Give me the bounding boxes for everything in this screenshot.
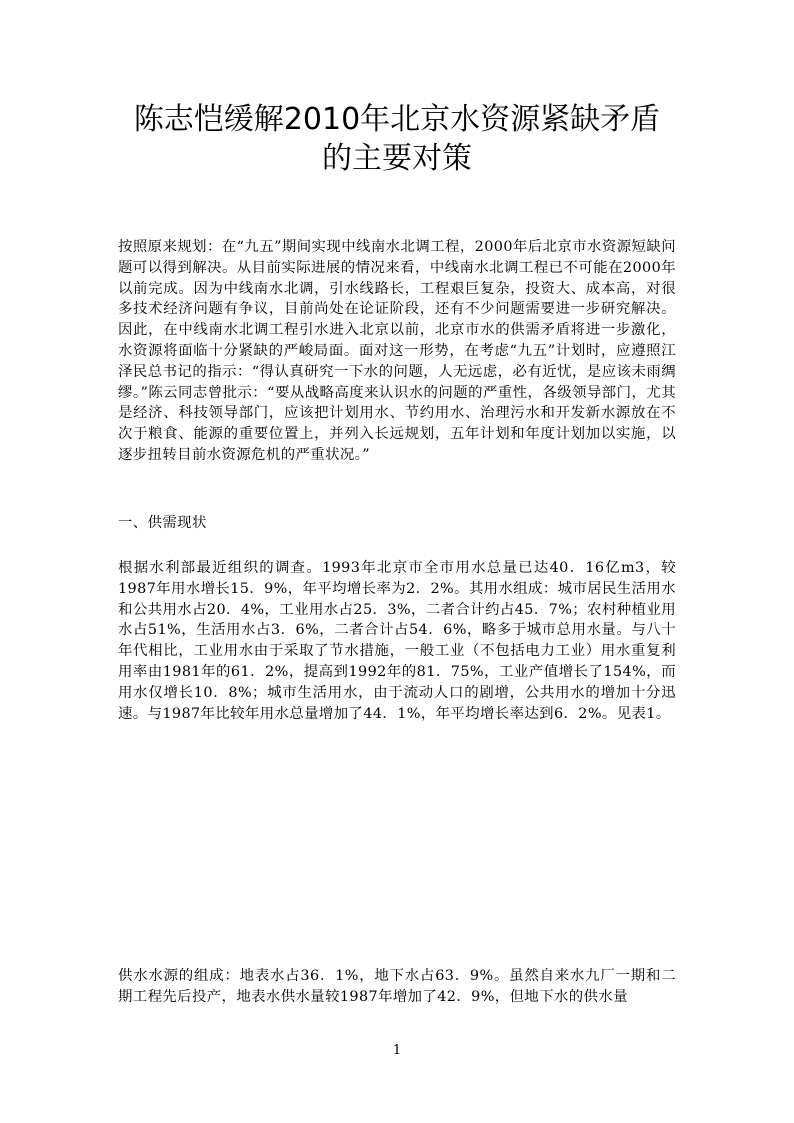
- page-number: 1: [392, 1043, 402, 1058]
- section-heading: 一、供需现状: [118, 515, 207, 531]
- page-title: [118, 100, 676, 178]
- intro-paragraph: 按照原来规划：在“九五”期间实现中线南水北调工程，2000年后北京市水资源短缺问题可以得到解决。从目前实际进展的情况来看，中线南水北调工程已不可能在2000年以前完成。因为中线南水北调，引水线路长，工程艰巨复杂，投资大、成本高，对很多技术经济问题有争议，目前尚处在论证阶段，还有不少问题需要进一步研究解决。因此，在中线南水北调工程引水进入北京以前，北京市水的供需矛盾将进一步激化，水资源将面临十分紧缺的严峻局面。面对这一形势，在考虑“九五”计划时，应遵照江泽民总书记的指示：“得认真研究一下水的问题，人无远虑，必有近忧，是应该未雨绸缪。”陈云同志曾批示：“要从战略高度来认识水的问题的严重性，各级领导部门，尤其是经济、科技领导部门，应该把计划用水、节约用水、治理污水和开发新水源放在不次于粮食、能源的重要位置上，并列入长远规划，五年计划和年度计划加以实施，以逐步扭转目前水资源危机的严重状况。”: [118, 239, 676, 463]
- title-line-2: 的主要对策: [322, 141, 472, 176]
- supply-demand-paragraph: 根据水利部最近组织的调查。1993年北京市全市用水总量已达40．16亿m3，较1987年用水增长15．9%，年平均增长率为2．2%。其用水组成：城市居民生活用水和公共用水占20．4%，工业用水占25．3%，二者合计约占45．7%；农村种植业用水占51%，生活用水占3．6%，二者合计占54．6%，略多于城市总用水量。与八十年代相比，工业用水由于采取了节水措施，一般工业（不包括电力工业）用水重复利用率由1981年的61．2%，提高到1992年的81．75%，工业产值增长了154%，而用水仅增长10．8%；城市生活用水，由于流动人口的剧增，公共用水的增加十分迅速。与1987年比较年用水总量增加了44．1%，年平均增长率达到6．2%。见表1。: [118, 560, 676, 722]
- water-source-paragraph: 供水水源的组成：地表水占36．1%，地下水占63．9%。虽然自来水九厂一期和二期工程先后投产，地表水供水量较1987年增加了42．9%，但地下水的供水量: [118, 968, 676, 1005]
- title-line-1: 陈志恺缓解2010年北京水资源紧缺矛盾: [133, 102, 661, 137]
